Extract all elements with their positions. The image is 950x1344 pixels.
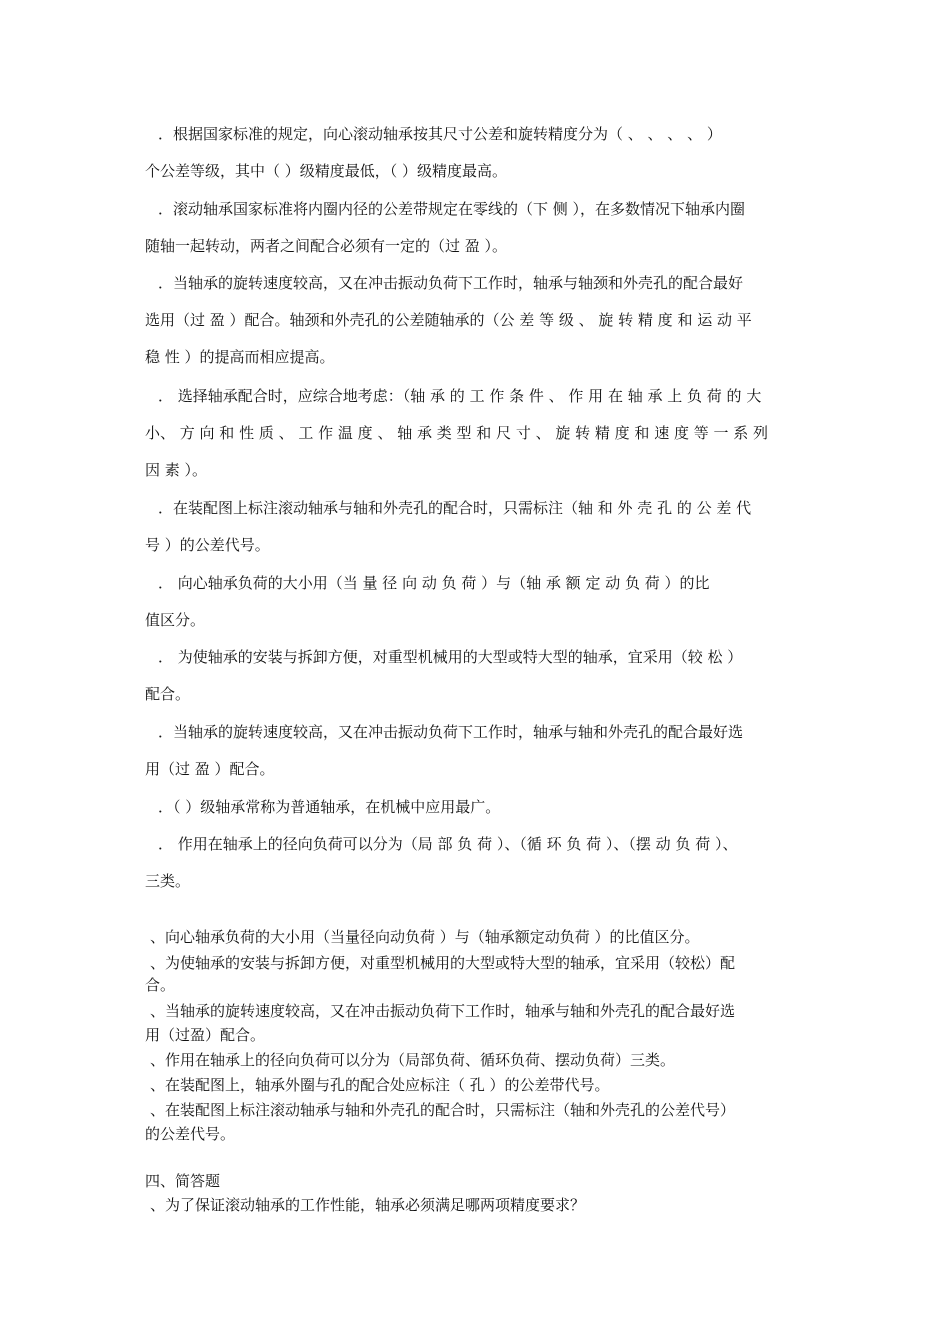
compact-line: 用（过盈）配合。 <box>145 1026 266 1044</box>
question-line: 选用（过 盈 ）配合。轴颈和外壳孔的公差随轴承的（公 差 等 级 、 旋 转 精 度 和 运 动 平 <box>145 311 752 329</box>
compact-line: 、向心轴承负荷的大小用（当量径向动负荷 ）与（轴承额定动负荷 ）的比值区分。 <box>150 928 700 946</box>
question-line: 号 ）的公差代号。 <box>145 536 270 554</box>
question-line: ． 向心轴承负荷的大小用（当 量 径 向 动 负 荷 ）与（轴 承 额 定 动 负 荷 ）的比 <box>158 574 710 592</box>
question-line: ． 选择轴承配合时，应综合地考虑：（轴 承 的 工 作 条 件 、 作 用 在 轴 承 上 负 荷 的 大 <box>158 387 762 405</box>
question-line: 值区分。 <box>145 611 206 629</box>
question-line: 随轴一起转动，两者之间配合必须有一定的（过 盈 ）。 <box>145 237 508 255</box>
question-line: ．在装配图上标注滚动轴承与轴和外壳孔的配合时，只需标注（轴 和 外 壳 孔 的 公 差 代 <box>158 499 752 517</box>
compact-line: 、在装配图上标注滚动轴承与轴和外壳孔的配合时，只需标注（轴和外壳孔的公差代号） <box>150 1101 736 1119</box>
question-line: 小、 方 向 和 性 质 、 工 作 温 度 、 轴 承 类 型 和 尺 寸 、 旋 转 精 度 和 速 度 等 一 系 列 <box>145 424 769 442</box>
question-line: 配合。 <box>145 685 191 703</box>
question-line: ．滚动轴承国家标准将内圈内径的公差带规定在零线的（下 侧 ），在多数情况下轴承内圈 <box>158 200 746 218</box>
question-line: ．当轴承的旋转速度较高，又在冲击振动负荷下工作时，轴承与轴颈和外壳孔的配合最好 <box>158 274 744 292</box>
question-line: 用（过 盈 ）配合。 <box>145 760 275 778</box>
question-line: ． 为使轴承的安装与拆卸方便，对重型机械用的大型或特大型的轴承，宜采用（较 松 ） <box>158 648 743 666</box>
question-line: ．（ ）级轴承常称为普通轴承，在机械中应用最广。 <box>158 798 501 816</box>
question-line: ． 作用在轴承上的径向负荷可以分为（局 部 负 荷 ）、（循 环 负 荷 ）、（摆 动 负 荷 ）、 <box>158 835 738 853</box>
question-line: ．根据国家标准的规定，向心滚动轴承按其尺寸公差和旋转精度分为（ 、 、 、 、 ） <box>158 125 722 143</box>
compact-line: 、作用在轴承上的径向负荷可以分为（局部负荷、循环负荷、摆动负荷）三类。 <box>150 1051 676 1069</box>
compact-line: 、在装配图上，轴承外圈与孔的配合处应标注（ 孔 ）的公差带代号。 <box>150 1076 610 1094</box>
question-line: 稳 性 ）的提高而相应提高。 <box>145 348 335 366</box>
compact-line: 的公差代号。 <box>145 1125 236 1143</box>
question-line: ．当轴承的旋转速度较高，又在冲击振动负荷下工作时，轴承与轴和外壳孔的配合最好选 <box>158 723 744 741</box>
question-line: 三类。 <box>145 872 191 890</box>
short-answer-question: 、为了保证滚动轴承的工作性能，轴承必须满足哪两项精度要求？ <box>150 1196 586 1214</box>
compact-line: 合。 <box>145 976 176 994</box>
compact-line: 、为使轴承的安装与拆卸方便，对重型机械用的大型或特大型的轴承，宜采用（较松）配 <box>150 954 736 972</box>
compact-line: 、当轴承的旋转速度较高，又在冲击振动负荷下工作时，轴承与轴和外壳孔的配合最好选 <box>150 1002 736 1020</box>
section-heading: 四、简答题 <box>145 1172 221 1190</box>
question-line: 个公差等级，其中（ ）级精度最低，（ ）级精度最高。 <box>145 162 508 180</box>
question-line: 因 素 ）。 <box>145 461 208 479</box>
